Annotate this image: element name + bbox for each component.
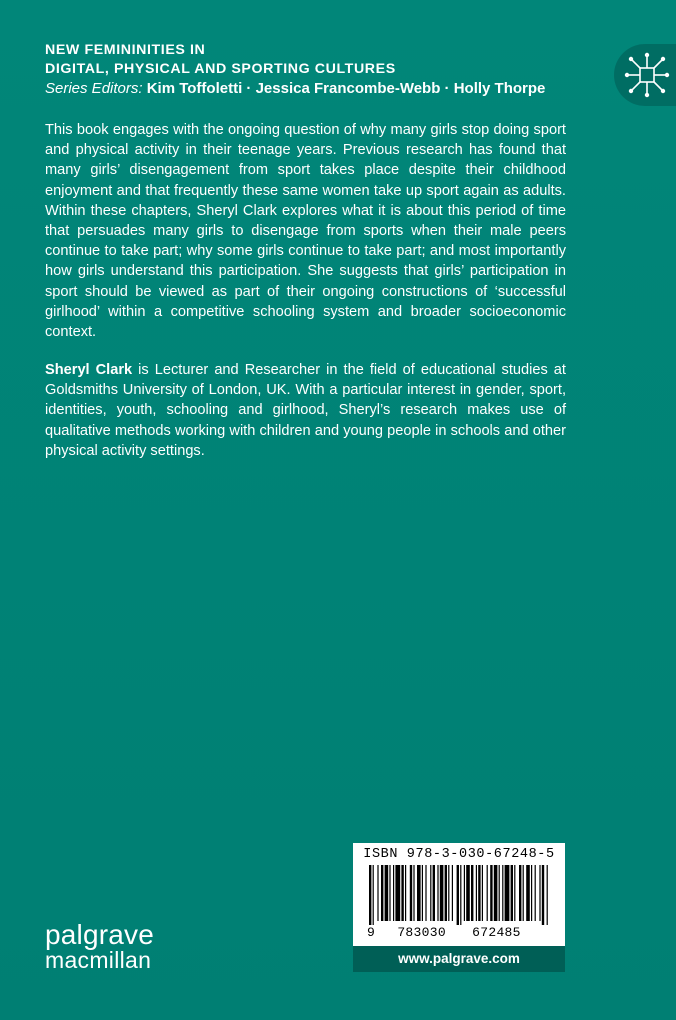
- series-header: [45, 41, 605, 99]
- barcode-bar: [448, 865, 449, 921]
- barcode-bar: [466, 865, 470, 921]
- barcode-digits: [367, 925, 557, 940]
- barcode-bar: [499, 865, 500, 921]
- barcode-bar: [502, 865, 503, 921]
- barcode-bar: [542, 865, 544, 925]
- barcode-bar: [531, 865, 532, 921]
- publisher-logo: [45, 919, 155, 973]
- barcode-bar: [410, 865, 412, 921]
- series-title-line2: DIGITAL, PHYSICAL AND SPORTING CULTURES: [45, 61, 396, 77]
- barcode-bar: [422, 865, 423, 921]
- barcode-bar: [369, 865, 371, 925]
- author-name: Sheryl Clark: [45, 362, 133, 378]
- barcode-bar: [433, 865, 435, 921]
- barcode-bar: [457, 865, 459, 925]
- book-blurb: This book engages with the ongoing question of why many girls stop doing sport and physical activity in their teenage years. Previous research has found that many girls’ disengagement from sport takes place despite their childhood enjoyment and that frequently these same women take up sport again as adults. Within these chapters, Sheryl Clark explores what it is about this period of time that persuades many girls to disengage from sports when their male peers continue to take part; why some girls continue to take part; and most importantly how girls understand this participation. She suggests that girls’ participation in sport should be viewed as part of their ongoing constructions of ‘successful girlhood’ within a competitive schooling system and broader socioeconomic context.: [45, 122, 566, 341]
- publisher-name-line1: palgrave: [45, 919, 155, 950]
- barcode-bar: [395, 865, 400, 921]
- author-bio-text: is Lecturer and Researcher in the field of educational studies at Goldsmiths University of London, UK. With a particular interest in gender, sport, identities, youth, schooling and girlhood, Sheryl’s research makes use of qualitative methods working with children and young people in schools and other physical activity settings.: [45, 362, 566, 459]
- barcode-bar: [476, 865, 477, 921]
- barcode-bar: [478, 865, 480, 921]
- barcode-bar: [487, 865, 488, 921]
- publisher-url[interactable]: www.palgrave.com: [353, 946, 565, 972]
- barcode: [369, 865, 549, 925]
- barcode-bar: [494, 865, 498, 921]
- barcode-bar: [440, 865, 444, 921]
- barcode-bar: [405, 865, 406, 921]
- series-editors: [45, 79, 605, 99]
- isbn-label: ISBN 978-3-030-67248-5: [363, 847, 555, 862]
- barcode-bar: [490, 865, 492, 921]
- series-editors-names: Kim Toffoletti · Jessica Francombe-Webb · Holly Thorpe: [146, 80, 546, 97]
- series-title-line1: NEW FEMININITIES IN: [45, 42, 206, 58]
- barcode-bar: [425, 865, 426, 921]
- barcode-bar: [417, 865, 421, 921]
- barcode-bar: [413, 865, 414, 921]
- barcode-digits-left: 783030: [397, 925, 446, 940]
- barcode-bar: [445, 865, 447, 921]
- author-bio: [45, 360, 566, 461]
- barcode-bar: [381, 865, 383, 921]
- barcode-bar: [511, 865, 513, 921]
- barcode-bar: [464, 865, 465, 921]
- barcode-bar: [437, 865, 438, 921]
- barcode-bar: [460, 865, 461, 925]
- barcode-bar: [393, 865, 394, 921]
- barcode-bar: [505, 865, 510, 921]
- barcode-bar: [523, 865, 524, 921]
- barcode-bar: [514, 865, 515, 921]
- barcode-bar: [471, 865, 473, 921]
- barcode-bar: [519, 865, 521, 921]
- barcode-bar: [389, 865, 390, 921]
- barcode-bar: [373, 865, 374, 925]
- barcode-bar: [547, 865, 548, 925]
- barcode-bar: [539, 865, 540, 921]
- series-editors-label: Series Editors:: [45, 80, 143, 97]
- barcode-bar: [452, 865, 453, 921]
- barcode-bar: [526, 865, 530, 921]
- barcode-box: [353, 843, 565, 946]
- barcode-bar: [482, 865, 483, 921]
- palgrave-network-icon: [624, 52, 670, 98]
- barcode-digits-right: 672485: [472, 925, 521, 940]
- barcode-bar: [377, 865, 378, 921]
- barcode-bar: [430, 865, 431, 921]
- barcode-bar: [535, 865, 536, 921]
- barcode-bar: [385, 865, 389, 921]
- barcode-digit-first: 9: [367, 925, 376, 940]
- publisher-name-line2: macmillan: [45, 947, 152, 973]
- barcode-bar: [401, 865, 403, 921]
- palgrave-logo-tab: [614, 44, 676, 106]
